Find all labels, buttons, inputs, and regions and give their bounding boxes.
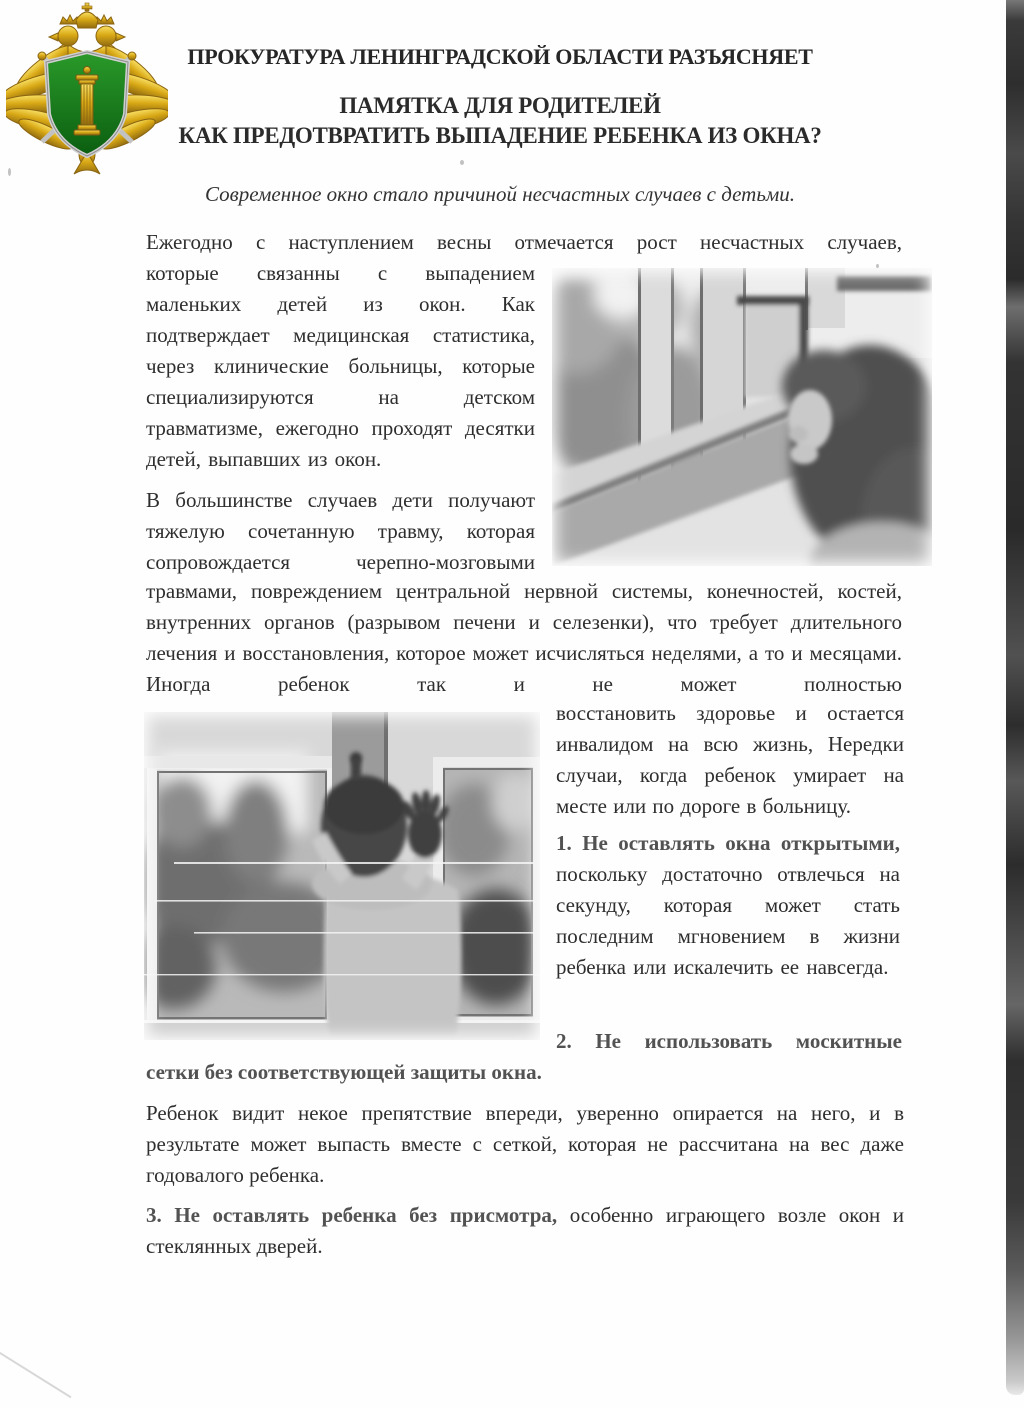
advice-item-3-rest: особенно играющего возле окон и стеклянных дверей. (146, 1203, 904, 1258)
advice-item-1-bold: 1. Не оставлять окна открытыми, (556, 831, 900, 855)
paragraph-2-narrow: В большинстве случаев дети получают тяжелую сочетанную травму, которая сопровождается черепно-мозговыми (146, 488, 535, 574)
scan-artifact (0, 1348, 72, 1398)
memo-title-line2: КАК ПРЕДОТВРАТИТЬ ВЫПАДЕНИЕ РЕБЕНКА ИЗ ОКНА? (178, 123, 822, 148)
paragraph-net: Ребенок видит некое препятствие впереди, уверенно опирается на него, и в результате может выпасть вместе с сеткой, которая не рассчитана на вес даже годовалого ребенка. (146, 1101, 904, 1187)
photo-toddler-at-window (144, 712, 540, 1040)
girl-window-photo-art (552, 268, 932, 566)
lead-sentence: Современное окно стало причиной несчастных случаев с детьми. (204, 182, 796, 206)
scan-artifact (460, 160, 464, 165)
advice-item-2-bold: 2. Не использовать москитные сетки без соответствующей защиты окна. (146, 1029, 902, 1084)
paragraph-2-right-column: восстановить здоровье и остается инвалидом на всю жизнь, Нередки случаи, когда ребенок умирает на месте или по дороге в больницу. (556, 701, 904, 818)
scan-edge-strip (1006, 0, 1024, 1395)
advice-item-3-bold: 3. Не оставлять ребенка без присмотра, (146, 1203, 558, 1227)
memo-title-line1: ПАМЯТКА ДЛЯ РОДИТЕЛЕЙ (339, 93, 661, 118)
prosecutor-office-emblem-icon (6, 2, 168, 178)
paragraph-2-wide: травмами, повреждением центральной нервной системы, конечностей, костей, внутренних органов (разрывом печени и селезенки), что требует длительного лечения и восстановления, которое может исчисляться неделями, а то и месяцами. Иногда ребенок так и не может полностью (146, 579, 902, 696)
advice-item-2 (146, 1026, 902, 1088)
paragraph-1-first-line: Ежегодно с наступлением весны отмечается рост несчастных случаев, (146, 230, 902, 254)
advice-item-1 (556, 828, 900, 983)
photo-girl-at-window (552, 268, 932, 566)
scan-artifact (8, 168, 11, 176)
toddler-window-photo-art (144, 712, 540, 1040)
advice-item-3 (146, 1200, 904, 1262)
scan-artifact (876, 264, 879, 268)
advice-item-1-rest: поскольку достаточно отвлечься на секунду, которая может стать последним мгновением в жизни ребенка или искалечить ее навсегда. (556, 862, 900, 979)
org-header: ПРОКУРАТУРА ЛЕНИНГРАДСКОЙ ОБЛАСТИ РАЗЪЯСНЯЕТ (187, 44, 813, 69)
paragraph-1-continuation: которые связанны с выпадением маленьких детей из окон. Как подтверждает медицинская статистика, через клинические больницы, которые специализируются на детском травматизме, ежегодно проходят десятки детей, выпавших из окон. (146, 261, 535, 471)
double-headed-eagle-icon (6, 2, 168, 178)
